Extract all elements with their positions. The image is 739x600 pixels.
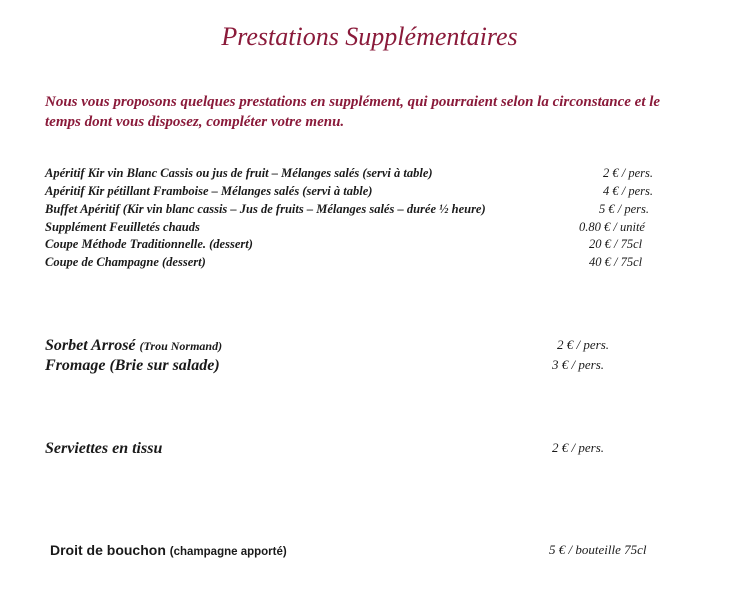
item-label: Supplément Feuilletés chauds	[45, 220, 200, 234]
item-label: Serviettes en tissu	[45, 440, 163, 457]
item-price: 0.80 € / unité	[579, 220, 645, 234]
list-item	[0, 255, 739, 273]
item-note: (champagne apporté)	[169, 546, 287, 558]
list-item	[0, 237, 739, 255]
item-price: 5 € / pers.	[599, 202, 649, 216]
item-price: 3 € / pers.	[552, 357, 604, 372]
item-price: 40 € / 75cl	[589, 255, 643, 269]
item-label: Apéritif Kir vin Blanc Cassis ou jus de fruit – Mélanges salés (servi à table)	[45, 166, 433, 180]
list-item	[0, 542, 739, 560]
item-label: Fromage (Brie sur salade)	[45, 357, 220, 374]
item-label: Buffet Apéritif (Kir vin blanc cassis – Jus de fruits – Mélanges salés – durée ½ heure)	[45, 202, 486, 216]
item-price: 2 € / pers.	[552, 440, 604, 455]
list-item	[0, 337, 739, 355]
list-item	[0, 220, 739, 238]
list-item	[0, 184, 739, 202]
list-item	[0, 357, 739, 375]
intro-text: Nous vous proposons quelques prestations en supplément, qui pourraient selon la circonstance et le temps dont vous disposez, compléter votre menu.	[45, 94, 661, 130]
item-price: 2 € / pers.	[603, 166, 653, 180]
item-label: Coupe de Champagne (dessert)	[45, 255, 206, 269]
item-price: 5 € / bouteille 75cl	[549, 542, 647, 557]
item-price: 4 € / pers.	[603, 184, 653, 198]
list-item	[0, 166, 739, 184]
item-label: Apéritif Kir pétillant Framboise – Mélanges salés (servi à table)	[45, 184, 373, 198]
list-item	[0, 440, 739, 458]
item-price: 2 € / pers.	[557, 337, 609, 352]
item-label: Droit de bouchon (champagne apporté)	[50, 542, 287, 558]
item-note: (Trou Normand)	[139, 339, 223, 353]
item-label: Sorbet Arrosé (Trou Normand)	[45, 337, 223, 354]
page-title: Prestations Supplémentaires	[221, 22, 518, 51]
item-price: 20 € / 75cl	[589, 237, 643, 251]
list-item	[0, 202, 739, 220]
item-label: Coupe Méthode Traditionnelle. (dessert)	[45, 237, 253, 251]
